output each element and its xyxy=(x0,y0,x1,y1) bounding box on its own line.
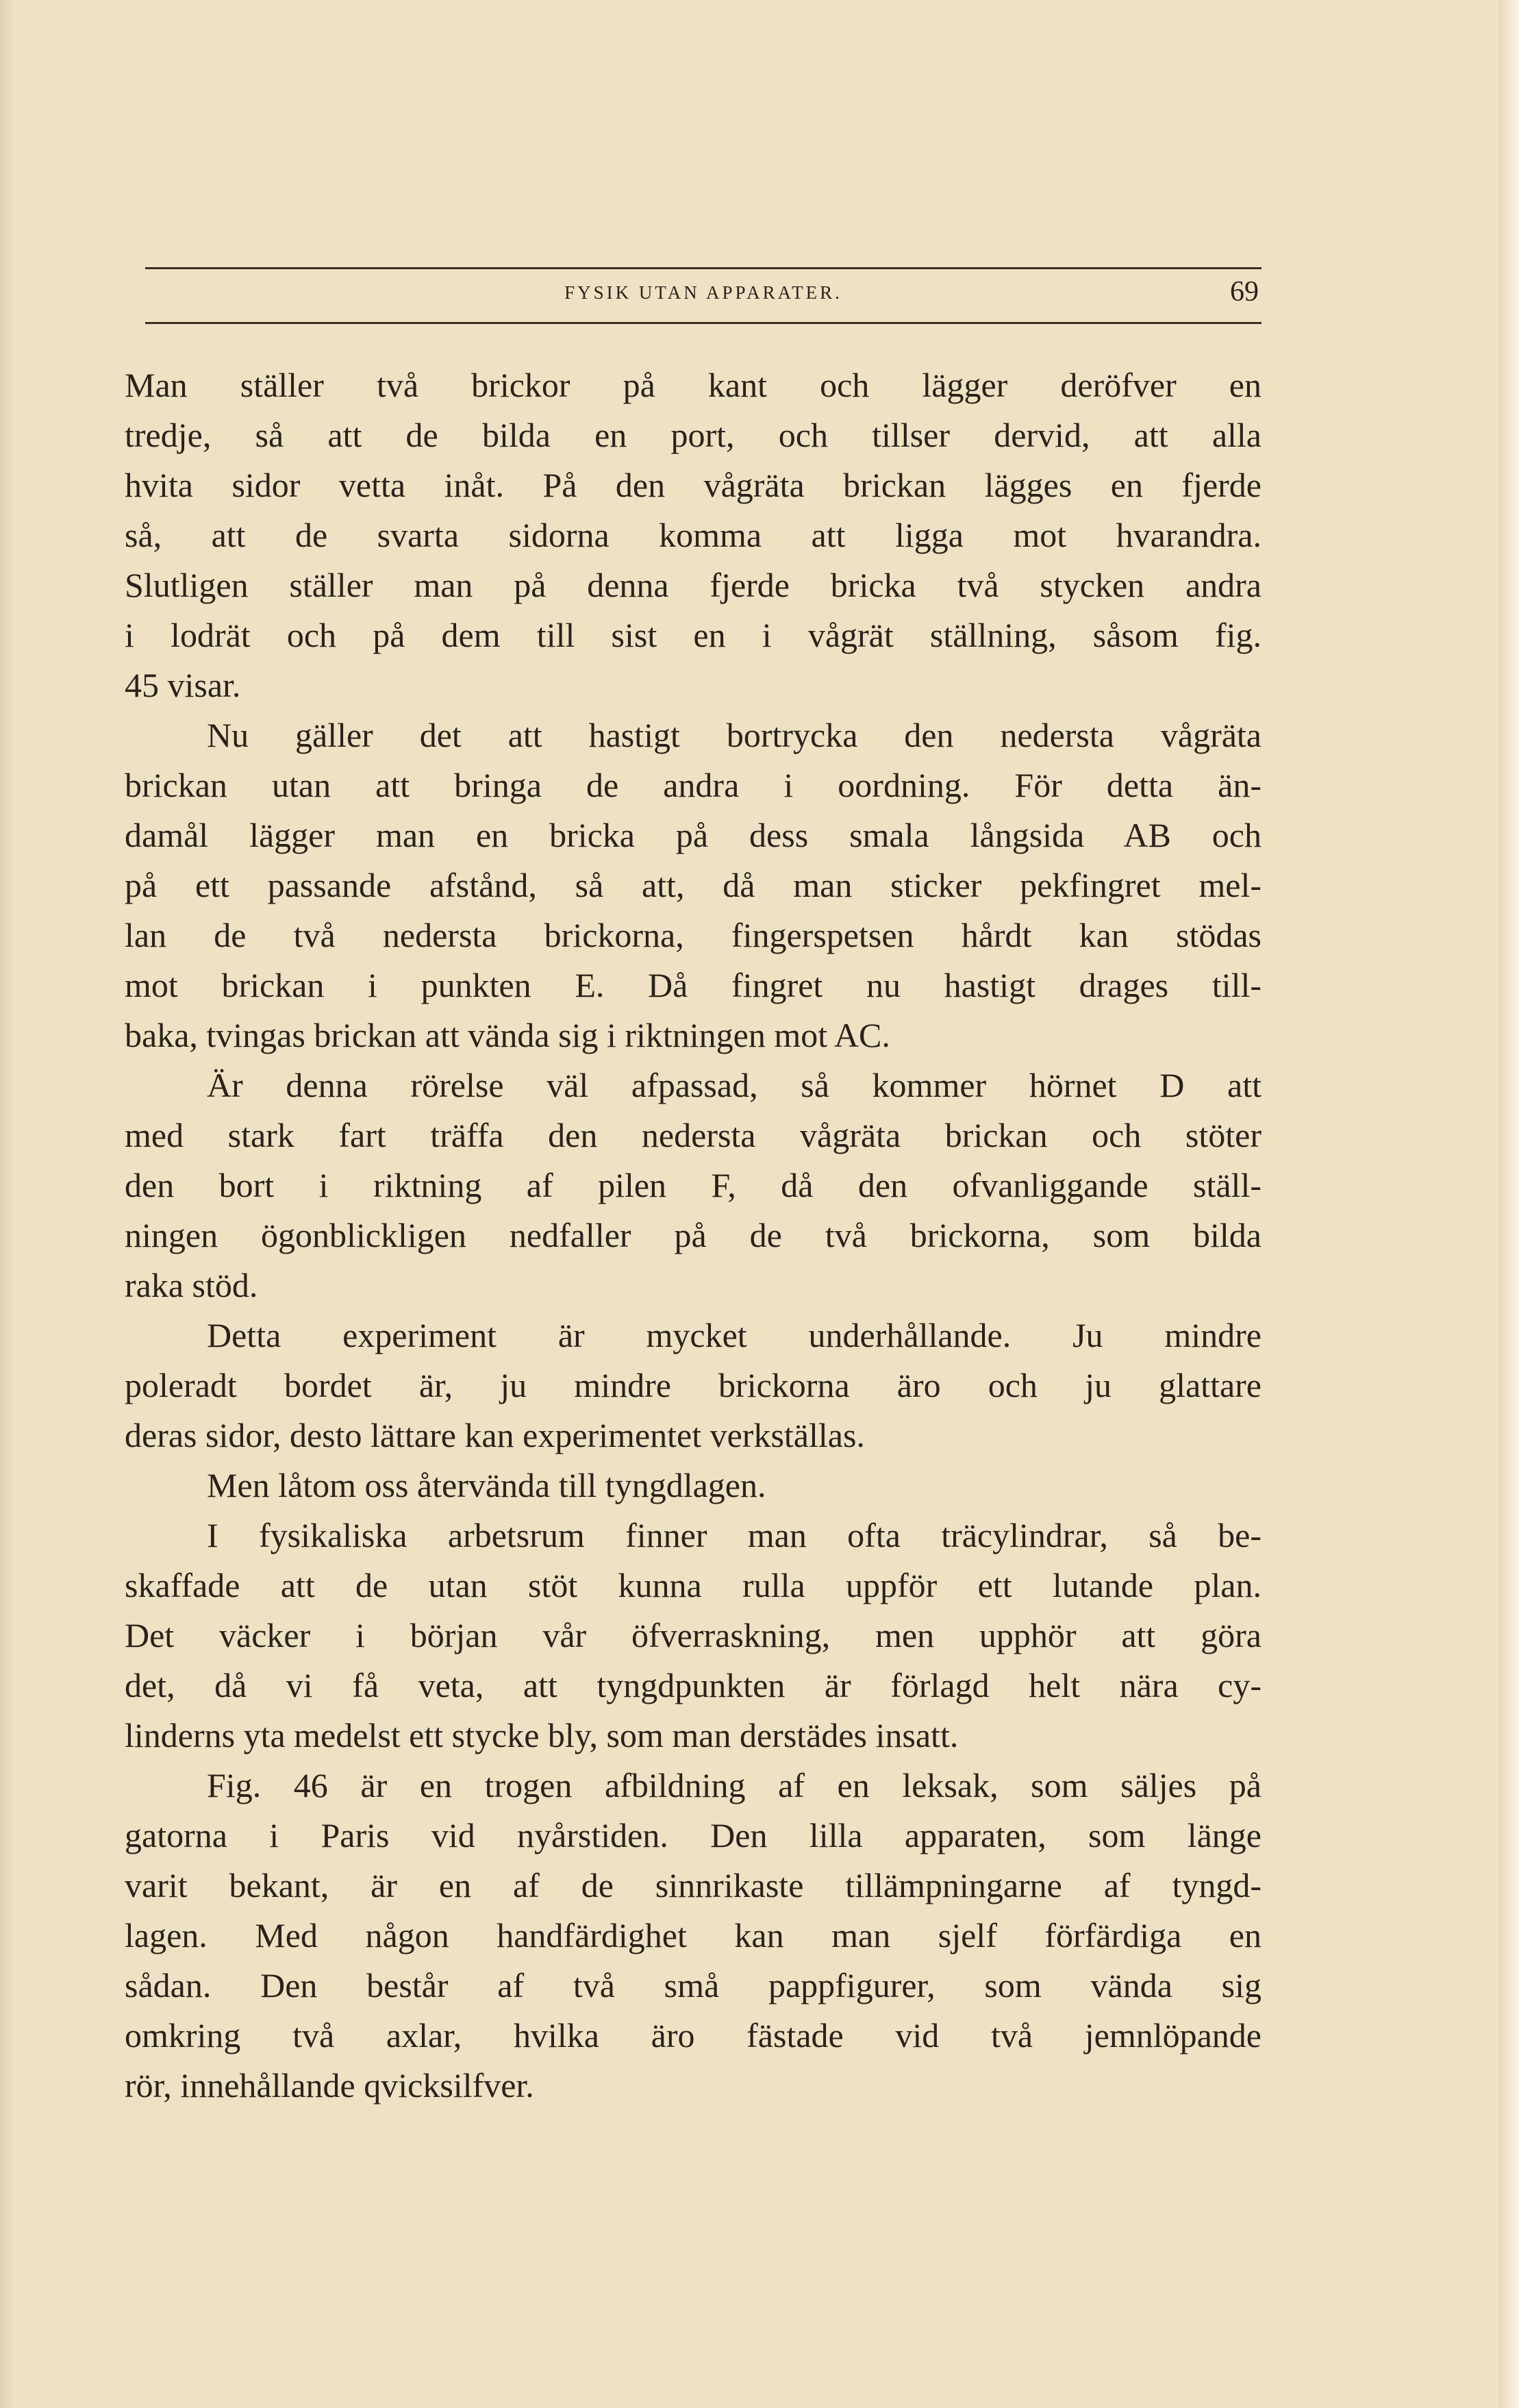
page-edge-left xyxy=(0,0,15,2408)
text-line: tredje, så att de bilda en port, och tillser dervid, att alla xyxy=(125,416,1261,454)
paragraph xyxy=(125,1060,1261,1311)
text-line: lagen. Med någon handfärdighet kan man sjelf förfärdiga en xyxy=(125,1916,1261,1954)
text-line: Fig. 46 är en trogen afbildning af en leksak, som säljes på xyxy=(207,1766,1261,1804)
text-line: sådan. Den består af två små pappfigurer, som vända sig xyxy=(125,1966,1261,2004)
paragraph xyxy=(125,1311,1261,1461)
text-line: på ett passande afstånd, så att, då man sticker pekfingret mel- xyxy=(125,866,1261,904)
text-line: det, då vi få veta, att tyngdpunkten är förlagd helt nära cy- xyxy=(125,1666,1261,1704)
paragraph xyxy=(125,1761,1261,2111)
text-line: Slutligen ställer man på denna fjerde bricka två stycken andra xyxy=(125,566,1261,604)
header-rule-top xyxy=(145,267,1261,269)
paragraph xyxy=(125,710,1261,1060)
text-line: raka stöd. xyxy=(125,1266,258,1304)
text-line: omkring två axlar, hvilka äro fästade vid två jemnlöpande xyxy=(125,2016,1261,2055)
text-line: skaffade att de utan stöt kunna rulla uppför ett lutande plan. xyxy=(125,1566,1261,1604)
running-head xyxy=(145,275,1261,314)
text-line: Man ställer två brickor på kant och lägger deröfver en xyxy=(125,366,1261,404)
text-line: ningen ögonblickligen nedfaller på de två brickorna, som bilda xyxy=(125,1216,1261,1254)
text-line: Detta experiment är mycket underhållande. Ju mindre xyxy=(207,1316,1261,1354)
text-line: 45 visar. xyxy=(125,666,241,704)
page-number: 69 xyxy=(1230,276,1259,308)
header-rule-bottom xyxy=(145,322,1261,324)
text-line: linderns yta medelst ett stycke bly, som man derstädes insatt. xyxy=(125,1716,959,1754)
text-line: med stark fart träffa den nedersta vågräta brickan och stöter xyxy=(125,1116,1261,1154)
text-line: mot brickan i punkten E. Då fingret nu hastigt drages till- xyxy=(125,966,1261,1004)
text-line: varit bekant, är en af de sinnrikaste tillämpningarne af tyngd- xyxy=(125,1866,1261,1904)
paragraph xyxy=(125,1511,1261,1761)
text-line: lan de två nedersta brickorna, fingerspetsen hårdt kan stödas xyxy=(125,916,1261,954)
text-line: rör, innehållande qvicksilfver. xyxy=(125,2066,534,2105)
text-line: brickan utan att bringa de andra i oordning. För detta än- xyxy=(125,766,1261,804)
text-line: damål lägger man en bricka på dess smala långsida AB och xyxy=(125,816,1261,854)
paragraph xyxy=(125,360,1261,710)
text-line: gatorna i Paris vid nyårstiden. Den lilla apparaten, som länge xyxy=(125,1816,1261,1854)
text-line: I fysikaliska arbetsrum finner man ofta träcylindrar, så be- xyxy=(207,1516,1261,1554)
text-line: den bort i riktning af pilen F, då den ofvanliggande ställ- xyxy=(125,1166,1261,1204)
page-edge-right xyxy=(1498,0,1519,2408)
text-line: så, att de svarta sidorna komma att ligga mot hvarandra. xyxy=(125,516,1261,554)
text-line: i lodrät och på dem till sist en i vågrät ställning, såsom fig. xyxy=(125,616,1261,654)
body-text xyxy=(125,360,1261,2111)
text-line: Nu gäller det att hastigt bortrycka den nedersta vågräta xyxy=(207,716,1261,754)
running-title: FYSIK UTAN APPARATER. xyxy=(564,282,842,303)
text-line: Men låtom oss återvända till tyngdlagen. xyxy=(207,1466,766,1504)
text-line: Är denna rörelse väl afpassad, så kommer hörnet D att xyxy=(207,1066,1261,1104)
paragraph xyxy=(125,1461,1261,1511)
text-line: deras sidor, desto lättare kan experimentet verkställas. xyxy=(125,1416,865,1454)
text-line: poleradt bordet är, ju mindre brickorna äro och ju glattare xyxy=(125,1366,1261,1404)
text-line: Det väcker i början vår öfverraskning, men upphör att göra xyxy=(125,1616,1261,1654)
text-line: hvita sidor vetta inåt. På den vågräta brickan lägges en fjerde xyxy=(125,466,1261,504)
text-line: baka, tvingas brickan att vända sig i riktningen mot AC. xyxy=(125,1016,890,1054)
